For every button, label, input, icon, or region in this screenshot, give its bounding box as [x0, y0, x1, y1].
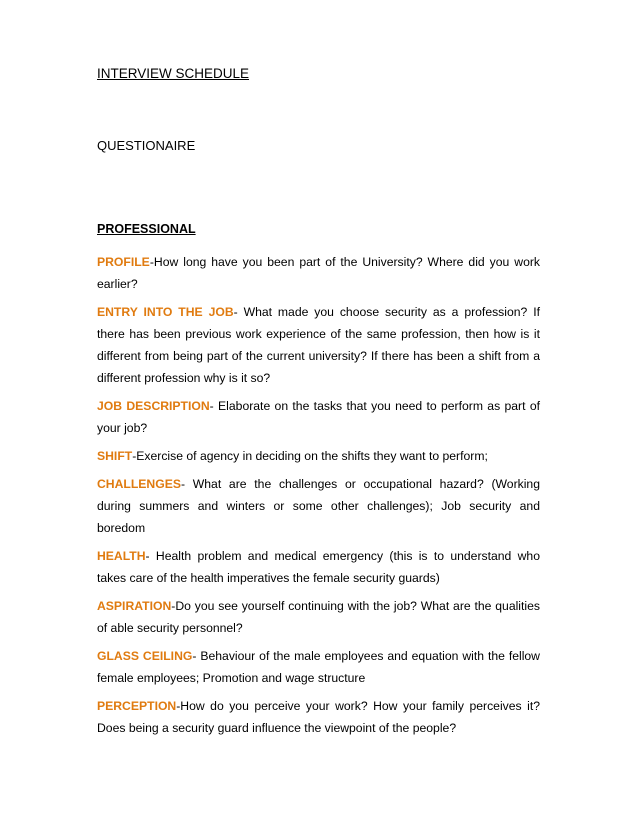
- question-text: - What are the challenges or occupational hazard? (Working during summers and winters or some other challenges); Job security and boredom: [97, 477, 540, 535]
- question-label: ASPIRATION: [97, 599, 172, 613]
- question-item-perception: [97, 695, 540, 739]
- document-subtitle: QUESTIONAIRE: [97, 138, 196, 153]
- question-item-job-description: [97, 395, 540, 439]
- question-text: - What made you choose security as a profession? If there has been previous work experience of the same profession, then how is it different from being part of the current university? If there has been a shift from a different profession why is it so?: [97, 305, 540, 385]
- question-text: -Exercise of agency in deciding on the shifts they want to perform;: [132, 449, 488, 463]
- question-text: - Behaviour of the male employees and equation with the fellow female employees; Promotion and wage structure: [97, 649, 540, 685]
- question-item-profile: [97, 251, 540, 295]
- question-item-aspiration: [97, 595, 540, 639]
- question-label: PERCEPTION: [97, 699, 177, 713]
- question-text: -How long have you been part of the University? Where did you work earlier?: [97, 255, 540, 291]
- question-item-shift: [97, 445, 540, 467]
- question-item-glass-ceiling: [97, 645, 540, 689]
- question-label: CHALLENGES: [97, 477, 181, 491]
- question-list: [97, 251, 540, 745]
- question-item-health: [97, 545, 540, 589]
- question-label: ENTRY INTO THE JOB: [97, 305, 234, 319]
- question-label: GLASS CEILING: [97, 649, 193, 663]
- question-label: PROFILE: [97, 255, 150, 269]
- question-label: SHIFT: [97, 449, 133, 463]
- question-item-entry-into-the-job: [97, 301, 540, 389]
- question-label: HEALTH: [97, 549, 146, 563]
- document-title: INTERVIEW SCHEDULE: [97, 66, 250, 81]
- question-text: -Do you see yourself continuing with the job? What are the qualities of able security personnel?: [97, 599, 540, 635]
- question-item-challenges: [97, 473, 540, 539]
- question-text: - Elaborate on the tasks that you need to perform as part of your job?: [97, 399, 540, 435]
- section-heading: PROFESSIONAL: [97, 222, 196, 236]
- question-text: - Health problem and medical emergency (this is to understand who takes care of the health imperatives the female security guards): [97, 549, 540, 585]
- question-label: JOB DESCRIPTION: [97, 399, 210, 413]
- question-text: -How do you perceive your work? How your family perceives it? Does being a security guard influence the viewpoint of the people?: [97, 699, 540, 735]
